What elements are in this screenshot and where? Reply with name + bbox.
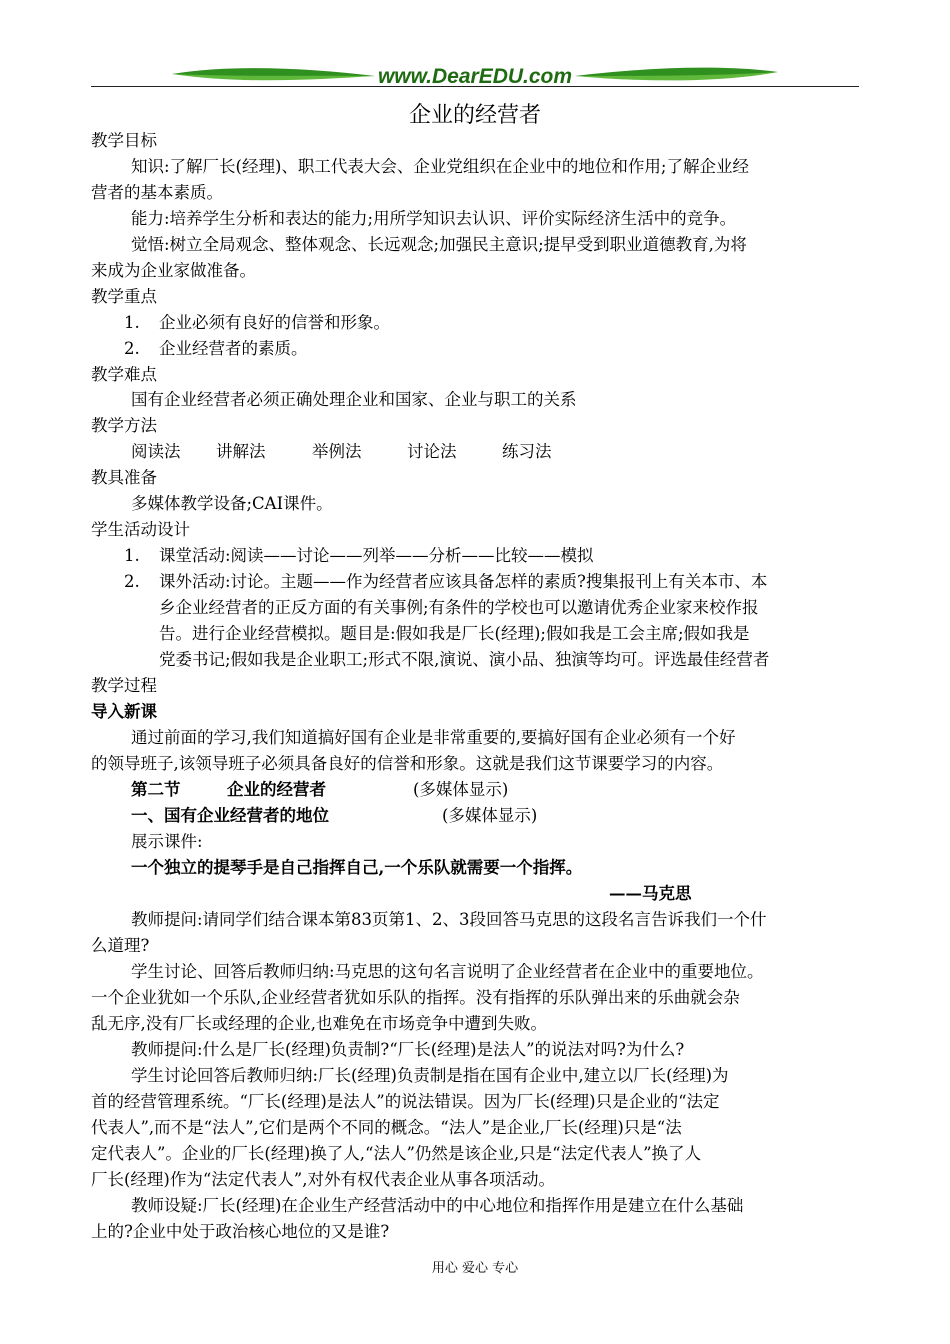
- awareness-line-2: 来成为企业家做准备。: [91, 261, 256, 280]
- answer-1-line-3: 乱无序,没有厂长或经理的企业,也难免在市场竞争中遭到失败。: [91, 1014, 547, 1033]
- difficulty-heading: 教学难点: [91, 365, 157, 384]
- activity-2-line-1: 课外活动:讨论。主题——作为经营者应该具备怎样的素质?搜集报刊上有关本市、本: [159, 572, 768, 591]
- quote-author: ——马克思: [609, 884, 692, 903]
- method-item: 练习法: [502, 442, 552, 461]
- page-footer: 用心 爱心 专心: [431, 1261, 519, 1276]
- header-rule: [91, 86, 859, 87]
- answer-2-line-5: 厂长(经理)作为“法定代表人”,对外有权代表企业从事各项活动。: [91, 1170, 555, 1189]
- subsection-title: 一、国有企业经营者的地位: [131, 806, 329, 825]
- question-1-line-2: 么道理?: [91, 936, 150, 955]
- method-item: 讨论法: [407, 442, 457, 461]
- activity-1-text: 课堂活动:阅读——讨论——列举——分析——比较——模拟: [159, 546, 594, 565]
- section-label: 第二节: [131, 780, 181, 799]
- answer-2-line-1: 学生讨论回答后教师归纳:厂长(经理)负责制是指在国有企业中,建立以厂长(经理)为: [131, 1066, 729, 1085]
- activity-2-line-4: 党委书记;假如我是企业职工;形式不限,演说、演小品、独演等均可。评选最佳经营者: [159, 650, 770, 669]
- tools-heading: 教具准备: [91, 468, 157, 487]
- method-item: 阅读法: [131, 442, 181, 461]
- activity-2-line-2: 乡企业经营者的正反方面的有关事例;有条件的学校也可以邀请优秀企业家来校作报: [159, 598, 759, 617]
- intro-line-2: 的领导班子,该领导班子必须具备良好的信誉和形象。这就是我们这节课要学习的内容。: [91, 754, 724, 773]
- intro-heading: 导入新课: [91, 702, 157, 721]
- methods-list: [131, 440, 552, 464]
- answer-2-line-4: 定代表人”。企业的厂长(经理)换了人,“法人”仍然是该企业,只是“法定代表人”换了人: [91, 1144, 702, 1163]
- ability-line: 能力:培养学生分析和表达的能力;用所学知识去认识、评价实际经济生活中的竞争。: [131, 209, 737, 228]
- process-heading: 教学过程: [91, 676, 157, 695]
- focus-2-number: 2.: [124, 339, 140, 358]
- answer-1-line-1: 学生讨论、回答后教师归纳:马克思的这句名言说明了企业经营者在企业中的重要地位。: [131, 962, 764, 981]
- page-title: 企业的经营者: [408, 103, 541, 128]
- focus-1-number: 1.: [124, 313, 140, 332]
- question-1-line-1: 教师提问:请同学们结合课本第83页第1、2、3段回答马克思的这段名言告诉我们一个什: [131, 910, 767, 929]
- question-3-line-1: 教师设疑:厂长(经理)在企业生产经营活动中的中心地位和指挥作用是建立在什么基础: [131, 1196, 744, 1215]
- method-item: 举例法: [312, 442, 362, 461]
- activity-2-line-3: 告。进行企业经营模拟。题目是:假如我是厂长(经理);假如我是工会主席;假如我是: [159, 624, 750, 643]
- tools-text: 多媒体教学设备;CAI课件。: [131, 494, 333, 513]
- quote-text: 一个独立的提琴手是自己指挥自己,一个乐队就需要一个指挥。: [131, 858, 583, 877]
- answer-2-line-2: 首的经营管理系统。“厂长(经理)是法人”的说法错误。因为厂长(经理)只是企业的“法定: [91, 1092, 720, 1111]
- courseware-label: 展示课件:: [131, 832, 203, 851]
- activity-1-number: 1.: [124, 546, 140, 565]
- section-title: 企业的经营者: [227, 780, 326, 799]
- method-heading: 教学方法: [91, 416, 157, 435]
- question-2-line: 教师提问:什么是厂长(经理)负责制?“厂长(经理)是法人”的说法对吗?为什么?: [131, 1040, 685, 1059]
- method-item: 讲解法: [216, 442, 266, 461]
- goals-heading: 教学目标: [91, 131, 157, 150]
- logo-text: www.DearEDU.com: [377, 65, 573, 88]
- difficulty-text: 国有企业经营者必须正确处理企业和国家、企业与职工的关系: [131, 390, 577, 409]
- knowledge-line-2: 营者的基本素质。: [91, 183, 223, 202]
- focus-1-text: 企业必须有良好的信誉和形象。: [159, 313, 390, 332]
- activity-2-number: 2.: [124, 572, 140, 591]
- knowledge-line-1: 知识:了解厂长(经理)、职工代表大会、企业党组织在企业中的地位和作用;了解企业经: [131, 157, 749, 176]
- answer-2-line-3: 代表人”,而不是“法人”,它们是两个不同的概念。“法人”是企业,厂长(经理)只是“法: [91, 1118, 682, 1137]
- awareness-line-1: 觉悟:树立全局观念、整体观念、长远观念;加强民主意识;提早受到职业道德教育,为将: [131, 235, 747, 254]
- focus-2-text: 企业经营者的素质。: [159, 339, 308, 358]
- focus-heading: 教学重点: [91, 287, 157, 306]
- activity-heading: 学生活动设计: [91, 520, 190, 539]
- subsection-note: (多媒体显示): [442, 806, 538, 825]
- intro-line-1: 通过前面的学习,我们知道搞好国有企业是非常重要的,要搞好国有企业必须有一个好: [131, 728, 736, 747]
- section-note: (多媒体显示): [413, 780, 509, 799]
- question-3-line-2: 上的?企业中处于政治核心地位的又是谁?: [91, 1222, 390, 1241]
- answer-1-line-2: 一个企业犹如一个乐队,企业经营者犹如乐队的指挥。没有指挥的乐队弹出来的乐曲就会杂: [91, 988, 740, 1007]
